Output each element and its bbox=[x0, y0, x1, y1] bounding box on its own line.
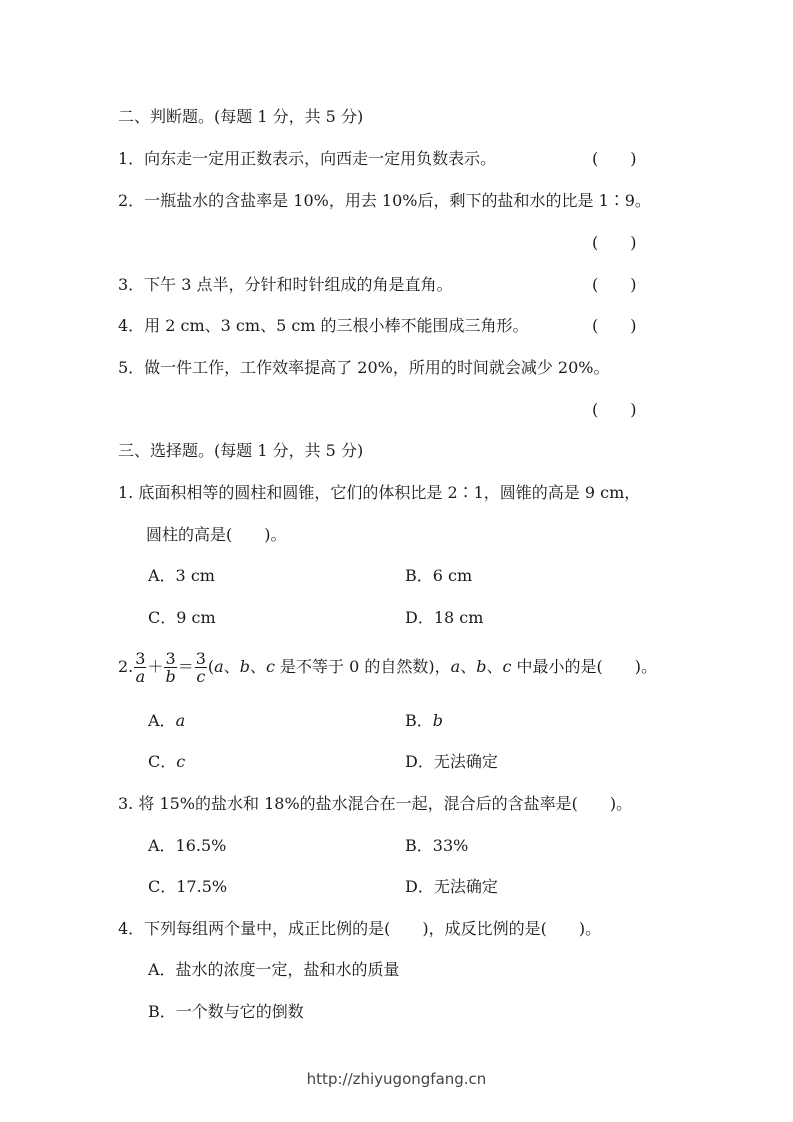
q1-option-c: C．9 cm bbox=[148, 608, 216, 627]
plus-sign: ＋ bbox=[147, 657, 164, 676]
equals-sign: ＝ bbox=[177, 657, 194, 676]
open-paren: ( bbox=[207, 657, 215, 676]
q3-option-d: D．无法确定 bbox=[405, 877, 498, 896]
option-label: D． bbox=[405, 752, 434, 771]
fraction-numerator: 3 bbox=[135, 649, 146, 668]
q3-option-c: C．17.5% bbox=[148, 877, 228, 896]
section-3-heading: 三、选择题。(每题 1 分，共 5 分) bbox=[118, 441, 364, 460]
judge-item-1-answer: ( ) bbox=[592, 149, 637, 168]
q2-option-b bbox=[405, 710, 443, 732]
var-a: a bbox=[214, 657, 224, 676]
fraction-3-over-c bbox=[195, 650, 207, 685]
q2-condition: 是不等于 0 的自然数)， bbox=[274, 657, 451, 676]
separator: 、 bbox=[460, 657, 477, 676]
q2-question: 中最小的是( )。 bbox=[511, 657, 658, 676]
fraction-3-over-b bbox=[164, 650, 176, 685]
separator: 、 bbox=[486, 657, 503, 676]
option-value: b bbox=[432, 711, 444, 730]
q2-option-a bbox=[148, 710, 185, 732]
option-label: A． bbox=[148, 711, 176, 730]
choice-q3-line: 3. 将 15%的盐水和 18%的盐水混合在一起，混合后的含盐率是( )。 bbox=[118, 794, 633, 813]
judge-item-4-answer: ( ) bbox=[592, 316, 637, 335]
q2-option-d bbox=[405, 751, 498, 773]
q1-option-a: A．3 cm bbox=[148, 566, 215, 585]
fraction-denominator: a bbox=[135, 667, 146, 686]
var-b: b bbox=[476, 657, 487, 676]
q3-option-a: A．16.5% bbox=[148, 836, 227, 855]
option-label: C． bbox=[148, 752, 177, 771]
separator: 、 bbox=[223, 657, 240, 676]
fraction-numerator: 3 bbox=[165, 649, 176, 668]
fraction-denominator: c bbox=[196, 667, 206, 686]
q1-option-b: B．6 cm bbox=[405, 566, 473, 585]
var-c: c bbox=[502, 657, 512, 676]
q2-option-c bbox=[148, 751, 185, 773]
q3-option-b: B．33% bbox=[405, 836, 469, 855]
footer-url: http://zhiyugongfang.cn bbox=[306, 1070, 487, 1088]
option-value: a bbox=[175, 711, 186, 730]
choice-q2-line bbox=[118, 647, 657, 687]
var-c: c bbox=[266, 657, 275, 676]
fraction-denominator: b bbox=[165, 667, 176, 686]
choice-q1-line1: 1. 底面积相等的圆柱和圆锥，它们的体积比是 2∶1，圆锥的高是 9 cm， bbox=[118, 483, 641, 502]
q4-option-b: B．一个数与它的倒数 bbox=[148, 1002, 304, 1021]
fraction-3-over-a bbox=[134, 650, 146, 685]
choice-q4-line: 4．下列每组两个量中，成正比例的是( )，成反比例的是( )。 bbox=[118, 919, 602, 938]
option-label: B． bbox=[405, 711, 433, 730]
q2-number: 2. bbox=[118, 657, 134, 676]
option-value: c bbox=[176, 752, 186, 771]
judge-item-2: 2．一瓶盐水的含盐率是 10%，用去 10%后，剩下的盐和水的比是 1∶9。 bbox=[118, 191, 651, 210]
judge-item-2-answer: ( ) bbox=[592, 233, 637, 252]
section-2-heading: 二、判断题。(每题 1 分，共 5 分) bbox=[118, 107, 364, 126]
fraction-numerator: 3 bbox=[195, 649, 206, 668]
judge-item-5: 5．做一件工作，工作效率提高了 20%，所用的时间就会减少 20%。 bbox=[118, 358, 610, 377]
var-a: a bbox=[450, 657, 461, 676]
var-b: b bbox=[239, 657, 250, 676]
separator: 、 bbox=[249, 657, 266, 676]
option-value: 无法确定 bbox=[433, 752, 498, 771]
judge-item-5-answer: ( ) bbox=[592, 400, 637, 419]
judge-item-3: 3．下午 3 点半，分针和时针组成的角是直角。 bbox=[118, 275, 453, 294]
judge-item-4: 4．用 2 cm、3 cm、5 cm 的三根小棒不能围成三角形。 bbox=[118, 316, 529, 335]
q1-option-d: D．18 cm bbox=[405, 608, 484, 627]
q4-option-a: A．盐水的浓度一定，盐和水的质量 bbox=[148, 960, 400, 979]
judge-item-3-answer: ( ) bbox=[592, 275, 637, 294]
choice-q1-line2: 圆柱的高是( )。 bbox=[146, 525, 287, 544]
judge-item-1: 1．向东走一定用正数表示，向西走一定用负数表示。 bbox=[118, 149, 497, 168]
